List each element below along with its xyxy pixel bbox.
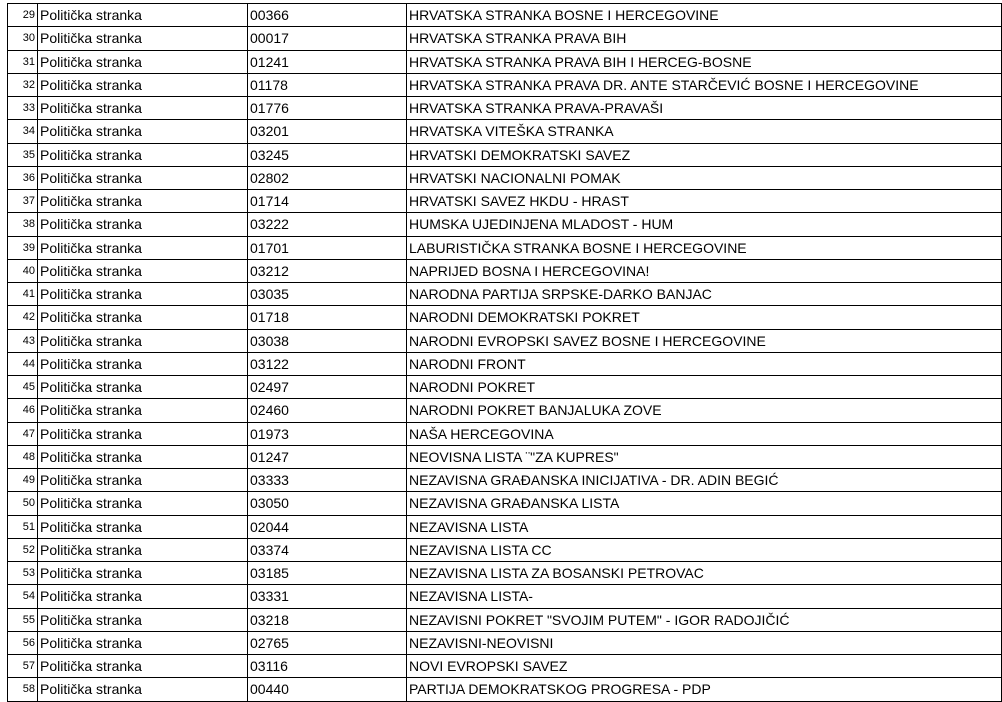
entity-type-cell[interactable]: Politička stranka [38, 283, 248, 306]
table-row [8, 4, 1002, 27]
row-number-cell[interactable]: 48 [8, 445, 38, 468]
registration-code-cell[interactable]: 01714 [248, 190, 407, 213]
table-row [8, 166, 1002, 189]
registration-code-cell[interactable]: 00017 [248, 27, 407, 50]
registration-code-cell[interactable]: 03122 [248, 352, 407, 375]
registration-code-cell[interactable]: 02765 [248, 631, 407, 654]
registration-code-cell[interactable]: 03185 [248, 562, 407, 585]
registration-code-cell[interactable]: 01701 [248, 236, 407, 259]
entity-type-cell[interactable]: Politička stranka [38, 655, 248, 678]
registration-code-cell[interactable]: 01247 [248, 445, 407, 468]
row-number-cell[interactable]: 43 [8, 329, 38, 352]
entity-type-cell[interactable]: Politička stranka [38, 329, 248, 352]
row-number-cell[interactable]: 40 [8, 259, 38, 282]
row-number-cell[interactable]: 54 [8, 585, 38, 608]
table-row [8, 213, 1002, 236]
party-name-cell[interactable]: NARODNI DEMOKRATSKI POKRET [407, 306, 1002, 329]
row-number-cell[interactable]: 36 [8, 166, 38, 189]
party-name-cell[interactable]: HRVATSKI SAVEZ HKDU - HRAST [407, 190, 1002, 213]
registration-code-cell[interactable]: 03116 [248, 655, 407, 678]
table-row [8, 562, 1002, 585]
table-row [8, 585, 1002, 608]
party-name-cell[interactable]: NARODNI POKRET [407, 376, 1002, 399]
spreadsheet [7, 3, 1001, 702]
row-number-cell[interactable]: 46 [8, 399, 38, 422]
party-name-cell[interactable]: NEZAVISNA LISTA CC [407, 538, 1002, 561]
party-name-cell[interactable]: HRVATSKA STRANKA BOSNE I HERCEGOVINE [407, 4, 1002, 27]
entity-type-cell[interactable]: Politička stranka [38, 306, 248, 329]
entity-type-cell[interactable]: Politička stranka [38, 27, 248, 50]
table-row [8, 445, 1002, 468]
registration-code-cell[interactable]: 03212 [248, 259, 407, 282]
entity-type-cell[interactable]: Politička stranka [38, 120, 248, 143]
entity-type-cell[interactable]: Politička stranka [38, 97, 248, 120]
table-row [8, 631, 1002, 654]
party-name-cell[interactable]: NEZAVISNA GRAĐANSKA LISTA [407, 492, 1002, 515]
table-row [8, 50, 1002, 73]
registration-code-cell[interactable]: 01178 [248, 73, 407, 96]
row-number-cell[interactable]: 55 [8, 608, 38, 631]
registration-code-cell[interactable]: 02460 [248, 399, 407, 422]
registration-code-cell[interactable]: 03035 [248, 283, 407, 306]
table-row [8, 422, 1002, 445]
party-name-cell[interactable]: NEZAVISNI POKRET "SVOJIM PUTEM" - IGOR RADOJIČIĆ [407, 608, 1002, 631]
row-number-cell[interactable]: 58 [8, 678, 38, 701]
table-row [8, 236, 1002, 259]
entity-type-cell[interactable]: Politička stranka [38, 585, 248, 608]
table-row [8, 492, 1002, 515]
party-name-cell[interactable]: HRVATSKA STRANKA PRAVA BIH I HERCEG-BOSNE [407, 50, 1002, 73]
entity-type-cell[interactable]: Politička stranka [38, 190, 248, 213]
row-number-cell[interactable]: 42 [8, 306, 38, 329]
row-number-cell[interactable]: 44 [8, 352, 38, 375]
row-number-cell[interactable]: 29 [8, 4, 38, 27]
table-row [8, 655, 1002, 678]
party-name-cell[interactable]: PARTIJA DEMOKRATSKOG PROGRESA - PDP [407, 678, 1002, 701]
entity-type-cell[interactable]: Politička stranka [38, 50, 248, 73]
registration-code-cell[interactable]: 00366 [248, 4, 407, 27]
party-name-cell[interactable]: NOVI EVROPSKI SAVEZ [407, 655, 1002, 678]
entity-type-cell[interactable]: Politička stranka [38, 213, 248, 236]
party-name-cell[interactable]: NARODNA PARTIJA SRPSKE-DARKO BANJAC [407, 283, 1002, 306]
table-row [8, 120, 1002, 143]
row-number-cell[interactable]: 34 [8, 120, 38, 143]
registration-code-cell[interactable]: 01776 [248, 97, 407, 120]
row-number-cell[interactable]: 35 [8, 143, 38, 166]
registration-code-cell[interactable]: 03245 [248, 143, 407, 166]
entity-type-cell[interactable]: Politička stranka [38, 399, 248, 422]
entity-type-cell[interactable]: Politička stranka [38, 352, 248, 375]
registration-code-cell[interactable]: 03331 [248, 585, 407, 608]
table-row [8, 190, 1002, 213]
table-row [8, 376, 1002, 399]
registration-code-cell[interactable]: 02802 [248, 166, 407, 189]
table-row [8, 678, 1002, 701]
party-name-cell[interactable]: NEZAVISNA LISTA [407, 515, 1002, 538]
registration-code-cell[interactable]: 03333 [248, 469, 407, 492]
entity-type-cell[interactable]: Politička stranka [38, 562, 248, 585]
row-number-cell[interactable]: 51 [8, 515, 38, 538]
row-number-cell[interactable]: 30 [8, 27, 38, 50]
party-name-cell[interactable]: HUMSKA UJEDINJENA MLADOST - HUM [407, 213, 1002, 236]
row-number-cell[interactable]: 32 [8, 73, 38, 96]
party-name-cell[interactable]: HRVATSKA VITEŠKA STRANKA [407, 120, 1002, 143]
registration-code-cell[interactable]: 03050 [248, 492, 407, 515]
row-number-cell[interactable]: 41 [8, 283, 38, 306]
entity-type-cell[interactable]: Politička stranka [38, 492, 248, 515]
registration-code-cell[interactable]: 03374 [248, 538, 407, 561]
entity-type-cell[interactable]: Politička stranka [38, 422, 248, 445]
table-body [8, 4, 1002, 702]
party-name-cell[interactable]: HRVATSKA STRANKA PRAVA DR. ANTE STARČEVIĆ BOSNE I HERCEGOVINE [407, 73, 1002, 96]
registration-code-cell[interactable]: 01718 [248, 306, 407, 329]
table-row [8, 283, 1002, 306]
entity-type-cell[interactable]: Politička stranka [38, 143, 248, 166]
party-name-cell[interactable]: NARODNI EVROPSKI SAVEZ BOSNE I HERCEGOVINE [407, 329, 1002, 352]
registration-code-cell[interactable]: 03038 [248, 329, 407, 352]
entity-type-cell[interactable]: Politička stranka [38, 515, 248, 538]
row-number-cell[interactable]: 52 [8, 538, 38, 561]
party-name-cell[interactable]: NAPRIJED BOSNA I HERCEGOVINA! [407, 259, 1002, 282]
entity-type-cell[interactable]: Politička stranka [38, 469, 248, 492]
registration-code-cell[interactable]: 03201 [248, 120, 407, 143]
table-row [8, 97, 1002, 120]
party-name-cell[interactable]: NAŠA HERCEGOVINA [407, 422, 1002, 445]
row-number-cell[interactable]: 47 [8, 422, 38, 445]
entity-type-cell[interactable]: Politička stranka [38, 445, 248, 468]
party-name-cell[interactable]: HRVATSKA STRANKA PRAVA-PRAVAŠI [407, 97, 1002, 120]
party-name-cell[interactable]: HRVATSKI NACIONALNI POMAK [407, 166, 1002, 189]
row-number-cell[interactable]: 45 [8, 376, 38, 399]
table-row [8, 27, 1002, 50]
table-row [8, 329, 1002, 352]
table-row [8, 259, 1002, 282]
registration-code-cell[interactable]: 03218 [248, 608, 407, 631]
registration-code-cell[interactable]: 01973 [248, 422, 407, 445]
table-row [8, 306, 1002, 329]
party-name-cell[interactable]: HRVATSKI DEMOKRATSKI SAVEZ [407, 143, 1002, 166]
party-name-cell[interactable]: NEOVISNA LISTA ¨"ZA KUPRES" [407, 445, 1002, 468]
table-row [8, 143, 1002, 166]
row-number-cell[interactable]: 37 [8, 190, 38, 213]
party-name-cell[interactable]: NEZAVISNA GRAĐANSKA INICIJATIVA - DR. ADIN BEGIĆ [407, 469, 1002, 492]
row-number-cell[interactable]: 31 [8, 50, 38, 73]
row-number-cell[interactable]: 53 [8, 562, 38, 585]
table-row [8, 469, 1002, 492]
entity-type-cell[interactable]: Politička stranka [38, 376, 248, 399]
row-number-cell[interactable]: 33 [8, 97, 38, 120]
party-table [7, 3, 1002, 702]
party-name-cell[interactable]: LABURISTIČKA STRANKA BOSNE I HERCEGOVINE [407, 236, 1002, 259]
registration-code-cell[interactable]: 02044 [248, 515, 407, 538]
party-name-cell[interactable]: NEZAVISNA LISTA- [407, 585, 1002, 608]
registration-code-cell[interactable]: 03222 [248, 213, 407, 236]
registration-code-cell[interactable]: 02497 [248, 376, 407, 399]
party-name-cell[interactable]: NARODNI FRONT [407, 352, 1002, 375]
table-row [8, 538, 1002, 561]
registration-code-cell[interactable]: 00440 [248, 678, 407, 701]
entity-type-cell[interactable]: Politička stranka [38, 538, 248, 561]
entity-type-cell[interactable]: Politička stranka [38, 166, 248, 189]
row-number-cell[interactable]: 39 [8, 236, 38, 259]
registration-code-cell[interactable]: 01241 [248, 50, 407, 73]
entity-type-cell[interactable]: Politička stranka [38, 4, 248, 27]
table-row [8, 399, 1002, 422]
table-row [8, 73, 1002, 96]
row-number-cell[interactable]: 50 [8, 492, 38, 515]
party-name-cell[interactable]: HRVATSKA STRANKA PRAVA BIH [407, 27, 1002, 50]
row-number-cell[interactable]: 57 [8, 655, 38, 678]
entity-type-cell[interactable]: Politička stranka [38, 73, 248, 96]
party-name-cell[interactable]: NARODNI POKRET BANJALUKA ZOVE [407, 399, 1002, 422]
entity-type-cell[interactable]: Politička stranka [38, 608, 248, 631]
row-number-cell[interactable]: 49 [8, 469, 38, 492]
table-row [8, 608, 1002, 631]
party-name-cell[interactable]: NEZAVISNI-NEOVISNI [407, 631, 1002, 654]
row-number-cell[interactable]: 56 [8, 631, 38, 654]
entity-type-cell[interactable]: Politička stranka [38, 631, 248, 654]
table-row [8, 352, 1002, 375]
party-name-cell[interactable]: NEZAVISNA LISTA ZA BOSANSKI PETROVAC [407, 562, 1002, 585]
entity-type-cell[interactable]: Politička stranka [38, 678, 248, 701]
row-number-cell[interactable]: 38 [8, 213, 38, 236]
table-row [8, 515, 1002, 538]
entity-type-cell[interactable]: Politička stranka [38, 236, 248, 259]
entity-type-cell[interactable]: Politička stranka [38, 259, 248, 282]
